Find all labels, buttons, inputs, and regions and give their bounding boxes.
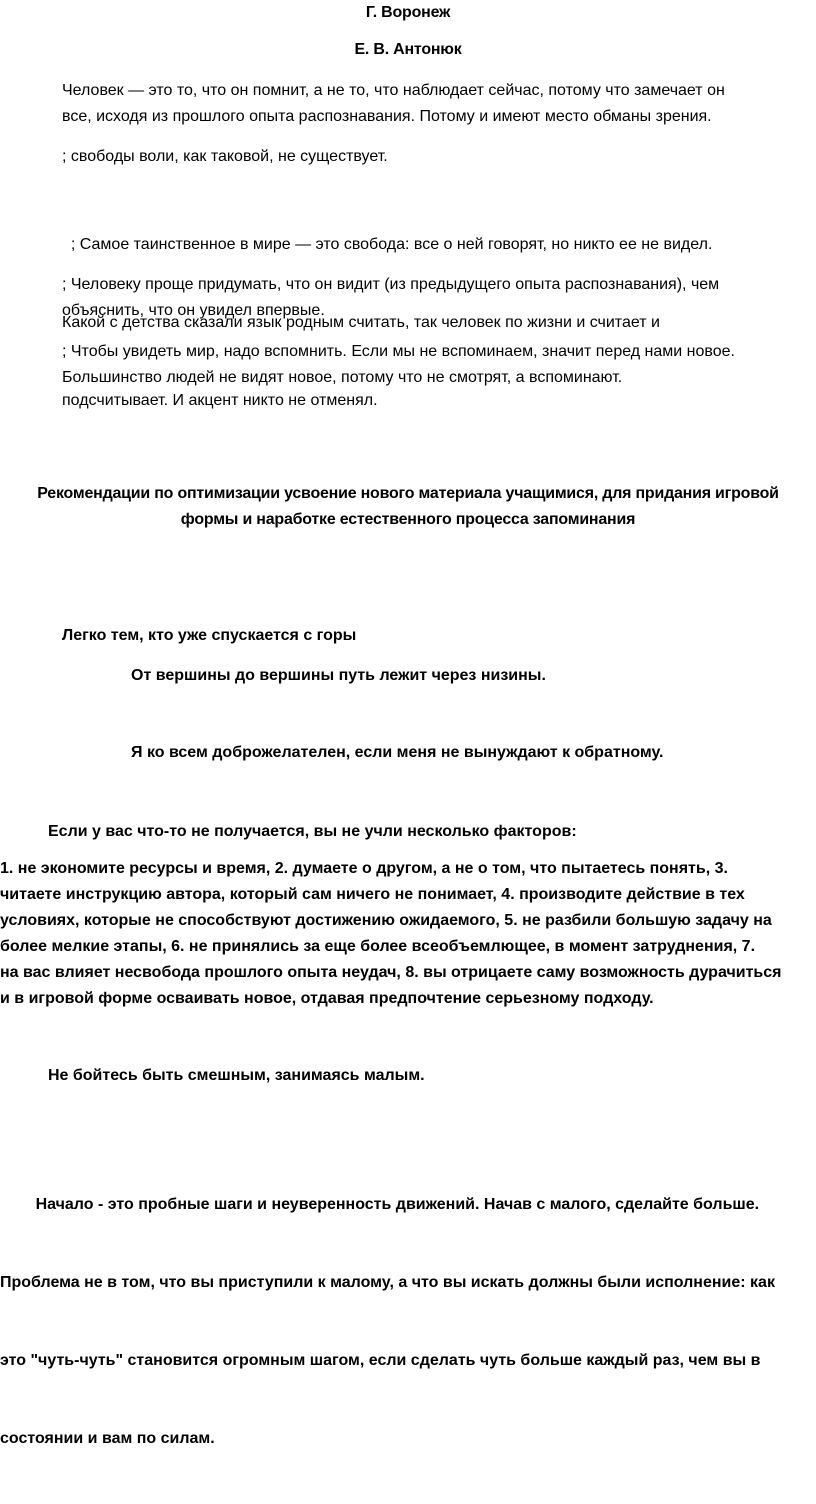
closing-line: Проблема не в том, что вы приступили к малому, а что вы искать должны были исполнение: как	[0, 1274, 775, 1291]
saying-4: Если у вас что-то не получается, вы не учли несколько факторов:	[48, 823, 577, 840]
saying-3: Я ко всем доброжелателен, если меня не вынуждают к обратному.	[131, 744, 664, 761]
closing-line: это "чуть-чуть" становится огромным шагом, если сделать чуть больше каждый раз, чем вы в	[0, 1352, 761, 1369]
quote-paragraph-1	[62, 78, 725, 130]
saying-1: Легко тем, кто уже спускается с горы	[62, 627, 357, 644]
quote-paragraph-4	[62, 272, 719, 324]
author-name: Е. В. Антонюк	[354, 41, 462, 58]
quote-line: ; Чтобы увидеть мир, надо вспомнить. Если мы не вспоминаем, значит перед нами новое.	[62, 343, 735, 360]
city-header: Г. Воронеж	[365, 4, 451, 21]
factors-line: читаете инструкцию автора, который сам ничего не понимает, 4. производите действие в тех	[0, 886, 745, 903]
quote-line: ; свободы воли, как таковой, не существует.	[62, 148, 388, 165]
quote-line: объяснить, что он увидел впервые.	[62, 302, 325, 319]
quote-line: подсчитывает. И акцент никто не отменял.	[62, 392, 378, 409]
advice-line: Не бойтесь быть смешным, занимаясь малым.	[48, 1067, 425, 1084]
closing-line: состоянии и вам по силам.	[0, 1430, 215, 1447]
quote-line: ; Человеку проще придумать, что он видит (из предыдущего опыта распознавания), чем	[62, 276, 720, 293]
closing-line: Начало - это пробные шаги и неуверенность движений. Начав с малого, сделайте больше.	[0, 1196, 760, 1213]
quote-line: Какой с детства сказали язык родным считать, так человек по жизни и считает и	[62, 314, 660, 331]
factors-line: более мелкие этапы, 6. не принялись за еще более всеобъемлющее, в момент затруднения, 7.	[0, 938, 756, 955]
factors-line: на вас влияет несвобода прошлого опыта неудач, 8. вы отрицаете саму возможность дурачиться	[0, 964, 782, 981]
quote-line: Человек — это то, что он помнит, а не то, что наблюдает сейчас, потому что замечает он	[62, 82, 725, 99]
section-heading-line-2: формы и наработке естественного процесса запоминания	[180, 511, 636, 528]
quote-paragraph-2	[62, 144, 388, 170]
quote-line: все, исходя из прошлого опыта распознавания. Потому и имеют место обманы зрения.	[62, 108, 712, 125]
quote-paragraph-5	[62, 339, 735, 391]
saying-2: От вершины до вершины путь лежит через низины.	[131, 667, 546, 684]
factors-line: 1. не экономите ресурсы и время, 2. думаете о другом, а не о том, что пытаетесь понять, 3.	[0, 860, 728, 877]
factors-line: и в игровой форме осваивать новое, отдавая предпочтение серьезному подходу.	[0, 990, 654, 1007]
quote-line: ; Самое таинственное в мире — это свобода: все о ней говорят, но никто ее не видел.	[62, 236, 713, 253]
factors-list	[0, 856, 781, 1012]
quote-line: Большинство людей не видят новое, потому что не смотрят, а вспоминают.	[62, 369, 623, 386]
closing-paragraph	[0, 1140, 775, 1504]
factors-line: условиях, которые не способствуют достижению ожидаемого, 5. не разбили большую задачу на	[0, 912, 772, 929]
section-heading-line-1: Рекомендации по оптимизации усвоение нового материала учащимися, для придания игровой	[37, 485, 779, 502]
